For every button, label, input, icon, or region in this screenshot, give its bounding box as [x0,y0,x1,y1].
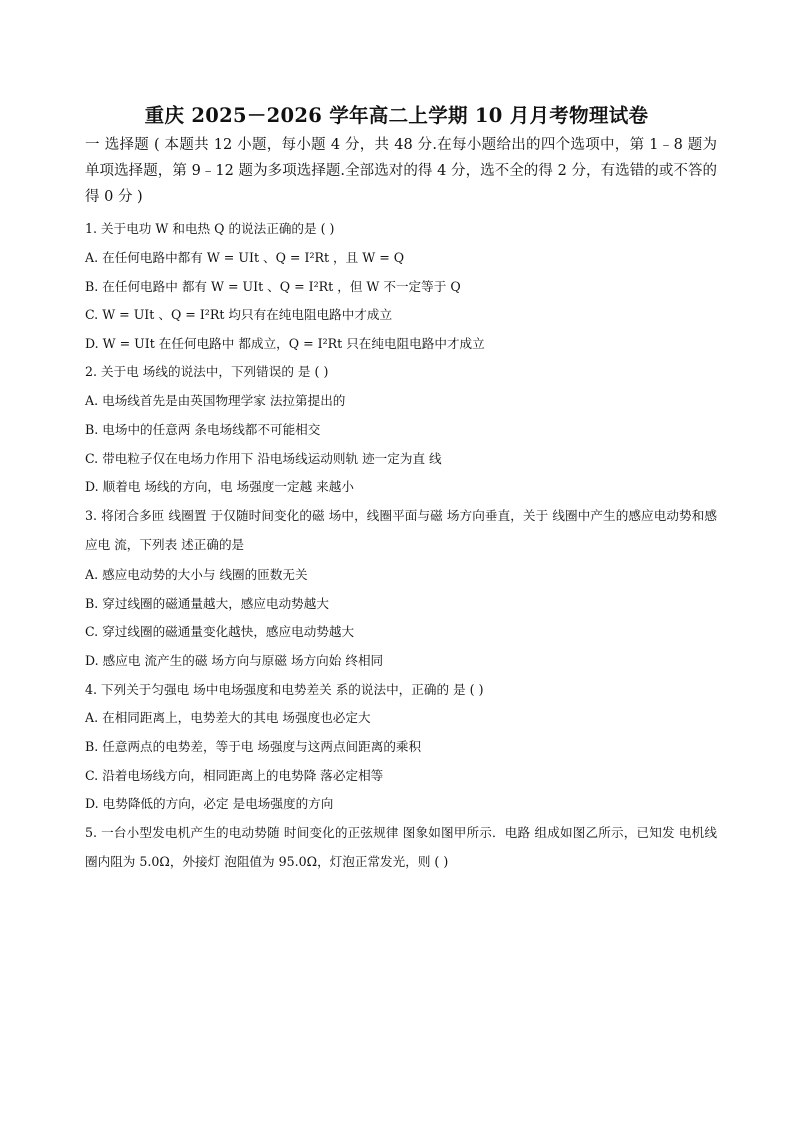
question-5-stem: 5. 一台小型发电机产生的电动势随 时间变化的正弦规律 图象如图甲所示．电路 组成如图乙所示，已知发 电机线圈内阻为 5.0Ω，外接灯 泡阻值为 95.0Ω，灯泡正常发光，则 ( ) [85,825,717,869]
question-2-stem: 2. 关于电 场线的说法中，下列错误的 是 ( ) [85,364,329,379]
exam-title: 重庆 2025－2026 学年高二上学期 10 月月考物理试卷 [144,104,649,127]
question-4-option-b: B. 任意两点的电势差，等于电 场强度与这两点间距离的乘积 [85,739,422,754]
question-4-option-c: C. 沿着电场线方向，相同距离上的电势降 落必定相等 [85,768,384,783]
question-1-option-b: B. 在任何电路中 都有 W = UIt 、Q = I²Rt ，但 W 不一定等于 Q [85,279,461,294]
question-1-stem: 1. 关于电功 W 和电热 Q 的说法正确的是 ( ) [85,221,335,236]
question-3-option-a: A. 感应电动势的大小与 线圈的匝数无关 [85,567,308,582]
question-3-option-b: B. 穿过线圈的磁通量越大，感应电动势越大 [85,596,329,611]
question-3-option-c: C. 穿过线圈的磁通量变化越快，感应电动势越大 [85,624,355,639]
question-4-option-d: D. 电势降低的方向，必定 是电场强度的方向 [85,796,334,811]
question-3-stem: 3. 将闭合多匝 线圈置 于仅随时间变化的磁 场中，线圈平面与磁 场方向垂直，关于 线圈中产生的感应电动势和感应电 流，下列表 述正确的是 [85,508,717,552]
section-instructions: 一 选择题 ( 本题共 12 小题，每小题 4 分，共 48 分.在每小题给出的四个选项中，第 1﹣8 题为单项选择题，第 9﹣12 题为多项选择题.全部选对的得 4 分，选不全的得 2 分，有选错的或不答的得 0 分 ) [85,137,717,205]
question-4-option-a: A. 在相同距离上，电势差大的其电 场强度也必定大 [85,710,371,725]
question-2-option-c: C. 带电粒子仅在电场力作用下 沿电场线运动则轨 迹一定为直 线 [85,451,442,466]
question-4-stem: 4. 下列关于匀强电 场中电场强度和电势差关 系的说法中，正确的 是 ( ) [85,682,484,697]
question-1-option-d: D. W = UIt 在任何电路中 都成立，Q = I²Rt 只在纯电阻电路中才成立 [85,336,485,351]
question-1-option-c: C. W = UIt 、Q = I²Rt 均只有在纯电阻电路中才成立 [85,307,393,322]
question-2-option-a: A. 电场线首先是由英国物理学家 法拉第提出的 [85,393,346,408]
question-2-option-b: B. 电场中的任意两 条电场线都不可能相交 [85,422,321,437]
question-2-option-d: D. 顺着电 场线的方向，电 场强度一定越 来越小 [85,479,354,494]
question-1-option-a: A. 在任何电路中都有 W = UIt 、Q = I²Rt ，且 W = Q [85,250,405,265]
question-3-option-d: D. 感应电 流产生的磁 场方向与原磁 场方向始 终相同 [85,653,384,668]
